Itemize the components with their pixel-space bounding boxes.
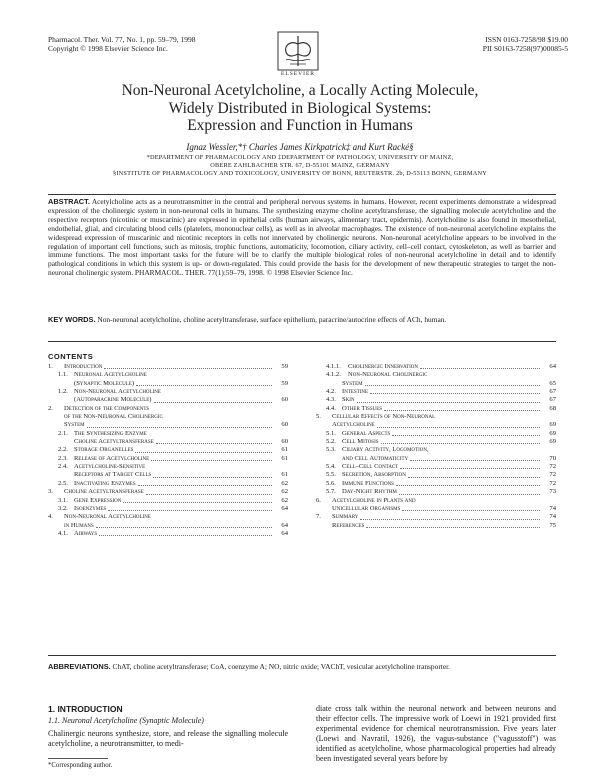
toc-number: 2.4. xyxy=(58,463,68,471)
toc-number: 4.4. xyxy=(326,404,336,412)
toc-number: 2.2. xyxy=(58,446,68,454)
toc-title: Acetylcholine-Sensitive xyxy=(74,463,146,471)
toc-page-number: 70 xyxy=(549,454,556,462)
toc-leader xyxy=(370,393,540,394)
toc-leader xyxy=(108,510,272,511)
toc-entry xyxy=(316,380,556,388)
toc-leader xyxy=(87,427,272,428)
toc-entry xyxy=(48,455,288,463)
toc-page-number: 69 xyxy=(549,438,556,446)
abstract-text: Acetylcholine acts as a neurotransmitter in the central and peripheral nervous systems in humans. However, recent experiments demonstrate a widespread expression of the cholinergic system in non-neuronal cells in humans. The synthesizing enzyme choline acetyltransferase, the signalling molecule acetylcholine and the respective receptors (nicotinic or muscarinic) are expressed in epithelial cells (human airways, alimentary tract, epidermis). Acetylcholine is also found in mesothelial, endothelial, glial, and circulating blood cells (platelets, mononuclear cells), as well as in alveolar macrophages. The existence of non-neuronal acetylcholine explains the widespread expression of muscarinic and nicotinic receptors in cells not innervated by cholinergic neurons. Non-neuronal acetylcholine appears to be involved in the regulation of important cell functions, such as mitosis, trophic functions, automaticity, locomotion, ciliary activity, cell–cell contact, cytoskeleton, as well as barrier and immune functions. The most important tasks for the future will be to clarify the multiple biological roles of non-neuronal acetylcholine in detail and to identify pathological conditions in which this system is up- or down-regulated. This could provide the basis for the development of new therapeutic strategies to target the non-neuronal cholinergic system. PHARMACOL. THER. 77(1):59–79, 1998. © 1998 Elsevier Science Inc. xyxy=(48,197,556,278)
toc-leader xyxy=(410,460,540,461)
toc-title: Non-Neuronal Acetylcholine xyxy=(64,513,151,521)
toc-number: 5.7. xyxy=(326,488,336,496)
toc-title: Isoenzymes xyxy=(74,504,107,512)
toc-entry xyxy=(48,413,288,421)
toc-number: 3.1. xyxy=(58,496,68,504)
toc-page-number: 68 xyxy=(549,404,556,412)
toc-entry xyxy=(48,488,288,496)
toc-entry xyxy=(316,522,556,530)
toc-page-number: 73 xyxy=(549,488,556,496)
toc-number: 4.1.1. xyxy=(326,363,341,370)
toc-page-number: 61 xyxy=(281,471,288,479)
toc-page-number: 65 xyxy=(549,379,556,387)
toc-leader xyxy=(357,402,540,403)
toc-title: The Synthesizing Enzyme xyxy=(74,429,147,437)
toc-leader xyxy=(399,494,540,495)
toc-entry xyxy=(48,463,288,471)
toc-leader xyxy=(365,385,540,386)
toc-title: Gene Expression xyxy=(74,496,122,504)
toc-title: Inactivating Enzymes xyxy=(74,479,136,487)
toc-entry xyxy=(48,497,288,505)
toc-page-number: 67 xyxy=(549,388,556,396)
toc-entry xyxy=(316,396,556,404)
toc-entry xyxy=(48,430,288,438)
toc-title: Non-Neuronal Acetylcholine xyxy=(74,388,161,396)
toc-entry xyxy=(316,413,556,421)
toc-number: 1.2. xyxy=(58,388,68,396)
toc-title: Acetylcholine xyxy=(332,421,375,429)
toc-leader xyxy=(396,485,540,486)
toc-title: Day-Night Rhythm xyxy=(342,488,397,496)
toc-page-number: 62 xyxy=(281,488,288,496)
toc-page-number: 69 xyxy=(549,429,556,437)
toc-number: 4.1.2. xyxy=(326,371,341,379)
toc-title: of the Non-Neuronal Cholinergic xyxy=(64,413,163,421)
toc-entry xyxy=(48,371,288,379)
toc-leader xyxy=(99,535,272,536)
toc-entry xyxy=(48,421,288,429)
toc-title: and Cell Automaticity xyxy=(342,454,409,462)
toc-entry xyxy=(48,522,288,530)
toc-leader xyxy=(151,460,272,461)
toc-title: Non-Neuronal Cholinergic xyxy=(348,371,428,379)
toc-title: Receptors at Target Cells xyxy=(74,471,152,479)
authors: Ignaz Wessler,*† Charles James Kirkpatrick‡ and Kurt Racké§ xyxy=(186,142,414,152)
toc-title: Choline Acetyltransferase xyxy=(64,488,144,496)
intro-subheading: 1.1. Neuronal Acetylcholine (Synaptic Molecule) xyxy=(48,716,204,725)
toc-title: Other Tissues xyxy=(342,404,383,412)
elsevier-logo-icon xyxy=(276,30,320,76)
toc-leader xyxy=(366,527,540,528)
toc-page-number: 72 xyxy=(549,471,556,479)
toc-leader xyxy=(156,443,272,444)
toc-leader xyxy=(136,385,272,386)
affiliation-line: OBERE ZAHLBACHER STR. 67, D-55101 MAINZ, GERMANY xyxy=(210,162,390,169)
intro-heading: 1. INTRODUCTION xyxy=(48,704,123,714)
toc-entry xyxy=(48,513,288,521)
toc-entry xyxy=(316,513,556,521)
toc-left-column xyxy=(48,363,288,538)
keywords-label: KEY WORDS. xyxy=(48,315,96,324)
toc-title: Storage Organelles xyxy=(74,446,134,454)
abbreviations xyxy=(48,662,556,671)
toc-number: 5. xyxy=(316,413,321,421)
toc-number: 4.2. xyxy=(326,388,336,396)
toc-page-number: 60 xyxy=(281,438,288,446)
toc-entry xyxy=(316,505,556,513)
divider xyxy=(48,655,556,656)
toc-leader xyxy=(384,410,540,411)
toc-title: Cholinergic Innervation xyxy=(348,363,418,370)
toc-title: Summary xyxy=(332,513,359,521)
toc-title: Airways xyxy=(74,529,98,537)
toc-entry xyxy=(316,438,556,446)
toc-entry xyxy=(48,480,288,488)
intro-right-text: diate cross talk within the neuronal network and between neurons and their effector cells. The impressive work of Loewi in 1921 provided first experimental evidence for chemical neurotransmission. Five years later (Loewi and Navratil, 1926), the vagus-substance ("vagusstoff") was identified as acetylcholine, whose pharmacological properties had already been investigated several years before by xyxy=(316,704,556,763)
title-line: Widely Distributed in Biological Systems: xyxy=(168,99,432,117)
toc-title: Cellular Effects of Non-Neuronal xyxy=(332,413,436,421)
toc-page-number: 69 xyxy=(549,421,556,429)
toc-number: 1.1. xyxy=(58,371,68,379)
toc-title: System xyxy=(64,421,85,429)
toc-number: 5.3. xyxy=(326,446,336,454)
toc-page-number: 72 xyxy=(549,463,556,471)
toc-title: Immune Functions xyxy=(342,479,394,487)
toc-leader xyxy=(104,368,272,369)
toc-entry xyxy=(48,363,288,371)
toc-leader xyxy=(138,485,272,486)
toc-page-number: 74 xyxy=(549,513,556,521)
toc-title: Introduction xyxy=(64,363,103,370)
toc-title: Unicellular Organisms xyxy=(332,504,401,512)
toc-title: Cell Mitosis xyxy=(342,438,379,446)
toc-entry xyxy=(316,463,556,471)
toc-entry xyxy=(316,388,556,396)
toc-entry xyxy=(48,438,288,446)
toc-leader xyxy=(420,368,540,369)
toc-entry xyxy=(48,530,288,538)
toc-entry xyxy=(316,455,556,463)
toc-title: Acetylcholine in Plants and xyxy=(332,496,416,504)
abbreviations-text: ChAT, choline acetyltransferase; CoA, coenzyme A; NO, nitric oxide; VAChT, vesicular acetylcholine transporter. xyxy=(112,662,451,671)
toc-entry xyxy=(48,380,288,388)
toc-page-number: 62 xyxy=(281,496,288,504)
toc-page-number: 75 xyxy=(549,521,556,529)
toc-entry xyxy=(48,471,288,479)
toc-page-number: 64 xyxy=(281,521,288,529)
divider xyxy=(48,194,556,195)
toc-leader xyxy=(400,468,540,469)
toc-number: 1. xyxy=(48,363,53,370)
toc-page-number: 67 xyxy=(549,396,556,404)
toc-leader xyxy=(153,477,272,478)
toc-number: 4. xyxy=(48,513,53,521)
toc-page-number: 61 xyxy=(281,446,288,454)
toc-leader xyxy=(392,435,540,436)
toc-entry xyxy=(48,388,288,396)
toc-title: Detection of the Components xyxy=(64,404,150,412)
toc-title: Secretion, Absorption xyxy=(342,471,406,479)
issn-line: ISSN 0163-7258/98 $19.00 xyxy=(485,35,568,44)
toc-entry xyxy=(48,396,288,404)
toc-number: 3. xyxy=(48,488,53,496)
toc-entry xyxy=(316,488,556,496)
toc-title: (Synaptic Molecule) xyxy=(74,379,135,387)
toc-entry xyxy=(316,480,556,488)
toc-title: System xyxy=(342,379,363,387)
copyright-line: Copyright © 1998 Elsevier Science Inc. xyxy=(48,44,168,53)
affiliation-line: *DEPARTMENT OF PHARMACOLOGY AND ‡DEPARTMENT OF PATHOLOGY, UNIVERSITY OF MAINZ, xyxy=(146,154,454,161)
journal-line: Pharmacol. Ther. Vol. 77, No. 1, pp. 59–79, 1998 xyxy=(48,35,196,44)
toc-leader xyxy=(377,427,540,428)
toc-leader xyxy=(135,452,272,453)
toc-entry xyxy=(316,371,556,379)
toc-page-number: 61 xyxy=(281,454,288,462)
intro-left-text: Chalinergic neurons synthesize, store, and release the signalling molecule acetylcholine, a neurotransmitter, to medi- xyxy=(48,729,288,748)
toc-page-number: 62 xyxy=(281,479,288,487)
toc-leader xyxy=(154,402,272,403)
toc-entry xyxy=(48,446,288,454)
toc-title: Release of Acetylcholine xyxy=(74,454,150,462)
affiliation-line: §INSTITUTE OF PHARMACOLOGY AND TOXICOLOGY, UNIVERSITY OF BONN, REUTERSTR. 2b, D-53113 BONN, GERMANY xyxy=(112,170,487,177)
toc-leader xyxy=(402,510,540,511)
publisher-name: ELSEVIER xyxy=(281,71,315,77)
toc-title: Choline Acetyltransferase xyxy=(74,438,154,446)
toc-page-number: 60 xyxy=(281,396,288,404)
affiliations xyxy=(40,154,560,178)
abstract xyxy=(48,198,556,278)
toc-title: Intestine xyxy=(342,388,369,396)
toc-page-number: 59 xyxy=(281,379,288,387)
divider xyxy=(48,341,556,342)
abstract-label: ABSTRACT. xyxy=(48,197,90,206)
toc-page-number: 74 xyxy=(549,504,556,512)
toc-title: Cell–Cell Contact xyxy=(342,463,399,471)
toc-title: References xyxy=(332,521,365,529)
toc-number: 2. xyxy=(48,404,53,412)
toc-entry xyxy=(316,405,556,413)
toc-number: 5.5. xyxy=(326,471,336,479)
toc-page-number: 64 xyxy=(281,529,288,537)
toc-title: (Autoparacrine Molecule) xyxy=(74,396,152,404)
toc-number: 2.5. xyxy=(58,479,68,487)
toc-page-number: 64 xyxy=(281,504,288,512)
journal-citation xyxy=(48,35,248,53)
toc-page-number: 72 xyxy=(549,479,556,487)
toc-leader xyxy=(408,477,540,478)
toc-number: 5.4. xyxy=(326,463,336,471)
toc-page-number: 64 xyxy=(549,363,556,370)
contents-heading: CONTENTS xyxy=(48,352,94,361)
title-line: Expression and Function in Humans xyxy=(187,117,413,134)
toc-page-number: 60 xyxy=(281,421,288,429)
toc-entry xyxy=(316,497,556,505)
toc-number: 2.3. xyxy=(58,454,68,462)
title-line: Non-Neuronal Acetylcholine, a Locally Acting Molecule, xyxy=(121,82,479,99)
toc-number: 4.1. xyxy=(58,529,68,537)
toc-number: 7. xyxy=(316,513,321,521)
toc-title: Neuronal Acetylcholine xyxy=(74,371,147,379)
toc-number: 6. xyxy=(316,496,321,504)
footnote: *Corresponding author. xyxy=(48,762,113,769)
toc-title: General Aspects xyxy=(342,429,391,437)
toc-number: 2.1. xyxy=(58,429,68,437)
pii-line: PII S0163-7258(97)00085-5 xyxy=(482,44,568,53)
toc-leader xyxy=(96,527,272,528)
toc-leader xyxy=(360,519,540,520)
toc-number: 5.2. xyxy=(326,438,336,446)
keywords xyxy=(48,316,556,325)
toc-leader xyxy=(381,443,540,444)
toc-title: Skin xyxy=(342,396,355,404)
toc-title: in Humans xyxy=(64,521,94,529)
abbreviations-label: ABBREVIATIONS. xyxy=(48,662,111,671)
issn-info xyxy=(420,35,568,53)
article-title xyxy=(60,82,540,135)
toc-entry xyxy=(316,471,556,479)
toc-title: Ciliary Activity, Locomotion, xyxy=(342,446,429,454)
toc-entry xyxy=(48,505,288,513)
toc-entry xyxy=(316,446,556,454)
toc-number: 5.6. xyxy=(326,479,336,487)
toc-entry xyxy=(316,430,556,438)
footnote-rule xyxy=(48,758,108,759)
toc-entry xyxy=(316,363,556,371)
toc-page-number: 59 xyxy=(281,363,288,370)
toc-leader xyxy=(123,502,272,503)
toc-number: 3.2. xyxy=(58,504,68,512)
toc-entry xyxy=(48,405,288,413)
toc-entry xyxy=(316,421,556,429)
toc-number: 5.1. xyxy=(326,429,336,437)
toc-right-column xyxy=(316,363,556,530)
toc-leader xyxy=(146,494,272,495)
toc-number: 4.3. xyxy=(326,396,336,404)
keywords-text: Non-neuronal acetylcholine, choline acetyltransferase, surface epithelium, paracrine/autocrine effects of ACh, human. xyxy=(97,315,447,324)
